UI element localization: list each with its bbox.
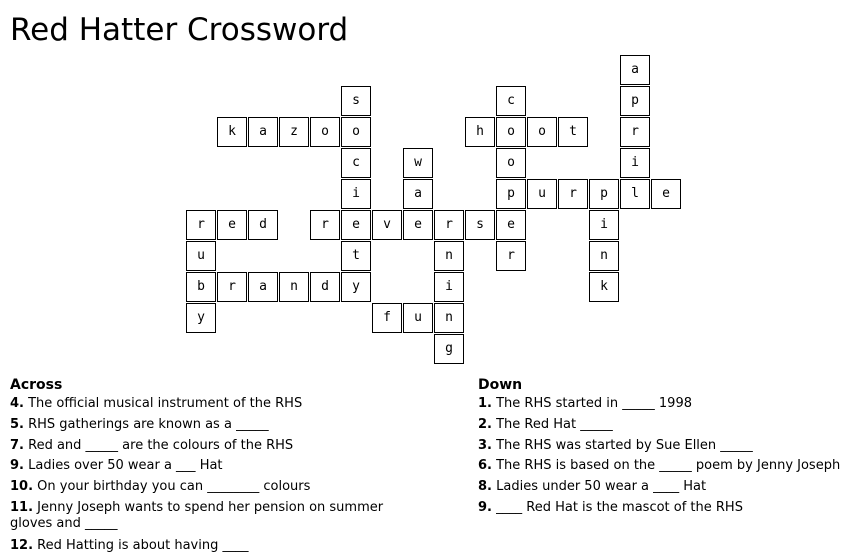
- grid-cell[interactable]: b: [186, 272, 216, 302]
- grid-cell[interactable]: i: [341, 179, 371, 209]
- clue-number: 3.: [478, 437, 492, 453]
- page-title: Red Hatter Crossword: [10, 12, 349, 48]
- grid-cell[interactable]: u: [527, 179, 557, 209]
- clue-number: 12.: [10, 537, 34, 553]
- clue-text: RHS gatherings are known as a _____: [23, 416, 269, 432]
- grid-cell[interactable]: s: [341, 86, 371, 116]
- grid-cell[interactable]: n: [589, 241, 619, 271]
- grid-cell[interactable]: o: [341, 117, 371, 147]
- clue-number: 5.: [10, 416, 24, 432]
- clue-number: 10.: [10, 479, 34, 495]
- grid-cell[interactable]: p: [496, 179, 526, 209]
- grid-cell[interactable]: a: [248, 117, 278, 147]
- clue-number: 4.: [10, 396, 24, 411]
- clue-text: The official musical instrument of the RHS: [23, 396, 303, 411]
- grid-cell[interactable]: e: [496, 210, 526, 240]
- clue-text: The Red Hat _____: [491, 416, 613, 432]
- grid-cell[interactable]: o: [496, 117, 526, 147]
- grid-cell[interactable]: y: [186, 303, 216, 333]
- across-clue: [10, 477, 400, 498]
- grid-cell[interactable]: k: [217, 117, 247, 147]
- down-clue: [478, 477, 858, 498]
- grid-cell[interactable]: d: [310, 272, 340, 302]
- clue-text: The RHS started in _____ 1998: [491, 396, 692, 411]
- grid-cell[interactable]: e: [651, 179, 681, 209]
- across-clue: [10, 500, 400, 532]
- grid-cell[interactable]: f: [372, 303, 402, 333]
- grid-cell[interactable]: u: [186, 241, 216, 271]
- grid-cell[interactable]: n: [279, 272, 309, 302]
- grid-cell[interactable]: n: [434, 303, 464, 333]
- grid-cell[interactable]: r: [186, 210, 216, 240]
- down-heading: Down: [478, 377, 523, 393]
- clue-text: Red and _____ are the colours of the RHS: [23, 437, 294, 453]
- grid-cell[interactable]: o: [496, 148, 526, 178]
- down-clues: [478, 376, 858, 519]
- grid-cell[interactable]: n: [434, 241, 464, 271]
- grid-cell[interactable]: r: [558, 179, 588, 209]
- grid-cell[interactable]: y: [341, 272, 371, 302]
- clue-number: 2.: [478, 416, 492, 432]
- grid-cell[interactable]: d: [248, 210, 278, 240]
- grid-cell[interactable]: t: [341, 241, 371, 271]
- grid-cell[interactable]: e: [403, 210, 433, 240]
- clue-number: 9.: [478, 499, 492, 515]
- grid-cell[interactable]: z: [279, 117, 309, 147]
- across-clue: [10, 436, 400, 457]
- down-clue: [478, 415, 858, 436]
- grid-cell[interactable]: c: [341, 148, 371, 178]
- grid-cell[interactable]: g: [434, 334, 464, 364]
- grid-cell[interactable]: o: [527, 117, 557, 147]
- clue-number: 9.: [10, 458, 24, 474]
- clue-number: 1.: [478, 396, 492, 411]
- clue-text: The RHS was started by Sue Ellen _____: [491, 437, 753, 453]
- across-clue: [10, 456, 400, 477]
- clue-text: Ladies over 50 wear a ___ Hat: [23, 458, 223, 474]
- grid-cell[interactable]: c: [496, 86, 526, 116]
- grid-cell[interactable]: o: [310, 117, 340, 147]
- across-list: [10, 394, 400, 557]
- clue-number: 11.: [10, 499, 34, 515]
- grid-cell[interactable]: k: [589, 272, 619, 302]
- across-clues: [10, 376, 400, 557]
- grid-cell[interactable]: p: [589, 179, 619, 209]
- down-clue: [478, 456, 858, 477]
- clue-text: Ladies under 50 wear a ____ Hat: [491, 479, 707, 495]
- grid-cell[interactable]: w: [403, 148, 433, 178]
- grid-cell[interactable]: r: [496, 241, 526, 271]
- grid-cell[interactable]: r: [217, 272, 247, 302]
- grid-cell[interactable]: p: [620, 86, 650, 116]
- clue-number: 6.: [478, 458, 492, 474]
- clue-text: ____ Red Hat is the mascot of the RHS: [491, 499, 743, 515]
- across-heading: Across: [10, 377, 63, 393]
- grid-cell[interactable]: a: [620, 55, 650, 85]
- grid-cell[interactable]: r: [620, 117, 650, 147]
- grid-cell[interactable]: e: [341, 210, 371, 240]
- grid-cell[interactable]: a: [403, 179, 433, 209]
- grid-cell[interactable]: i: [434, 272, 464, 302]
- clue-number: 8.: [478, 479, 492, 495]
- grid-cell[interactable]: t: [558, 117, 588, 147]
- grid-cell[interactable]: s: [465, 210, 495, 240]
- clue-text: On your birthday you can ________ colours: [33, 479, 311, 495]
- clue-text: Red Hatting is about having ____: [33, 537, 249, 553]
- grid-cell[interactable]: r: [310, 210, 340, 240]
- grid-cell[interactable]: v: [372, 210, 402, 240]
- grid-cell[interactable]: u: [403, 303, 433, 333]
- down-clue: [478, 394, 858, 415]
- clue-text: The RHS is based on the _____ poem by Jenny Joseph: [491, 458, 841, 474]
- across-clue: [10, 415, 400, 436]
- down-list: [478, 394, 858, 519]
- grid-cell[interactable]: l: [620, 179, 650, 209]
- grid-cell[interactable]: e: [217, 210, 247, 240]
- across-clue: [10, 394, 400, 415]
- across-clue: [10, 536, 400, 557]
- clue-text: Jenny Joseph wants to spend her pension on summer gloves and _____: [10, 499, 384, 531]
- down-clue: [478, 436, 858, 457]
- grid-cell[interactable]: i: [620, 148, 650, 178]
- grid-cell[interactable]: h: [465, 117, 495, 147]
- clue-number: 7.: [10, 437, 24, 453]
- down-clue: [478, 498, 858, 519]
- grid-cell[interactable]: a: [248, 272, 278, 302]
- grid-cell[interactable]: r: [434, 210, 464, 240]
- grid-cell[interactable]: i: [589, 210, 619, 240]
